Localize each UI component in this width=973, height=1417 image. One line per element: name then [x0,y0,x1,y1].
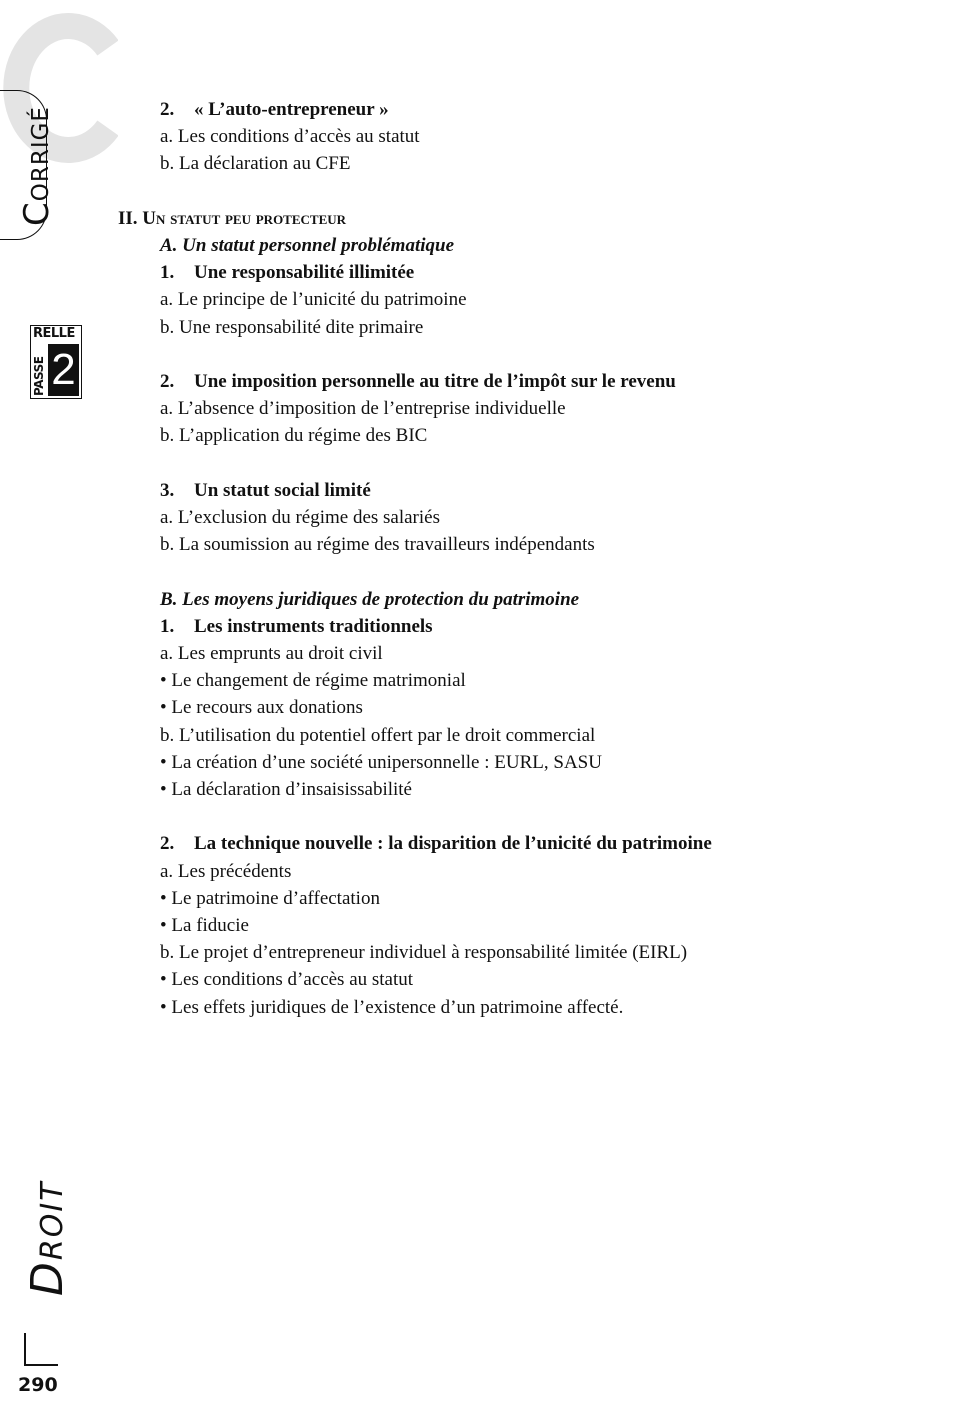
heading-number: 2. [160,833,175,855]
logo-text-top: RELLE [33,326,75,341]
outline-item: b. La soumission au régime des travailleurs indépendants [160,534,595,556]
outline-item: a. Le principe de l’unicité du patrimoine [160,289,467,311]
outline-body [118,96,938,1021]
outline-item: a. Les précédents [160,860,292,882]
outline-item: b. Une responsabilité dite primaire [160,316,424,338]
bullet-item: • Le changement de régime matrimonial [160,670,466,692]
heading-title: Une responsabilité illimitée [194,262,415,284]
bullet-item: • La création d’une société unipersonnelle : EURL, SASU [160,751,602,773]
outline-item: b. La déclaration au CFE [160,153,351,175]
outline-item: a. Les emprunts au droit civil [160,643,383,664]
page-corner-rule-horizontal [24,1364,58,1366]
passerelle-2-logo [30,325,82,399]
outline-item: b. Le projet d’entrepreneur individuel à responsabilité limitée (EIRL) [160,942,688,964]
subject-label: DROIT [22,1180,73,1296]
heading-title: Une imposition personnelle au titre de l’impôt sur le revenu [194,371,676,392]
heading-technique-nouvelle [118,830,938,857]
bullet-item: • Les conditions d’accès au statut [160,969,414,991]
heading-number: 2. [160,371,175,392]
logo-text-side: PASSE [32,356,46,396]
outline-item: b. L’application du régime des BIC [160,425,428,447]
bullet-item: • Le patrimoine d’affectation [160,887,380,909]
outline-item: a. L’absence d’imposition de l’entreprise individuelle [160,398,566,420]
outline-item: a. Les conditions d’accès au statut [160,126,420,148]
part-title: Un statut peu protecteur [142,207,347,229]
heading-number: 2. [160,99,175,120]
bullet-item: • La fiducie [160,915,249,937]
logo-number: 2 [48,344,79,396]
bullet-item: • Les effets juridiques de l’existence d’un patrimoine affecté. [160,996,624,1018]
heading-auto-entrepreneur [118,96,938,123]
heading-title: « L’auto-entrepreneur » [194,99,389,120]
outline-item: a. L’exclusion du régime des salariés [160,507,440,528]
page-corner-rule-vertical [24,1333,26,1365]
heading-number: 3. [160,479,175,501]
bullet-item: • La déclaration d’insaisissabilité [160,779,412,801]
heading-responsabilite [118,259,938,286]
heading-imposition [118,368,938,395]
subsection-heading-a: A. Un statut personnel problématique [160,235,455,256]
heading-instruments [118,613,938,640]
heading-number: 1. [160,615,175,637]
heading-title: La technique nouvelle : la disparition de l’unicité du patrimoine [194,833,712,855]
section-tab-label: CORRIGÉ [17,106,57,226]
heading-title: Les instruments traditionnels [194,615,433,637]
heading-number: 1. [160,262,175,284]
part-heading-ii [118,205,938,232]
heading-title: Un statut social limité [194,479,371,501]
bullet-item: • Le recours aux donations [160,697,363,719]
page-number: 290 [18,1374,58,1396]
part-number: II. [118,207,138,229]
subsection-heading-b: B. Les moyens juridiques de protection du patrimoine [160,588,580,610]
heading-statut-social [118,477,938,504]
outline-item: b. L’utilisation du potentiel offert par le droit commercial [160,724,596,746]
